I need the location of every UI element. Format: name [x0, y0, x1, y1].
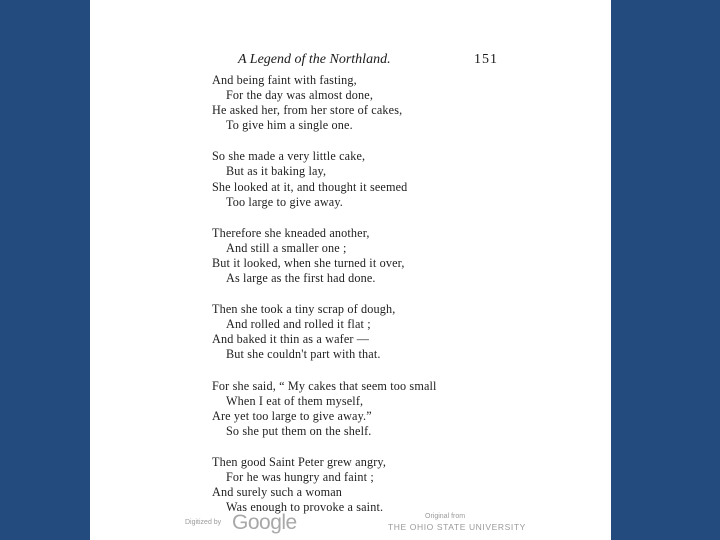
poem-line: Then good Saint Peter grew angry, — [212, 454, 387, 469]
digitization-footer — [90, 510, 611, 540]
stanza — [212, 455, 437, 515]
poem-line: And being faint with fasting, — [212, 73, 357, 87]
page-number: 151 — [474, 52, 498, 67]
poem-line: Too large to give away. — [226, 194, 343, 209]
university-name: THE OHIO STATE UNIVERSITY — [388, 522, 526, 532]
poem-line: For she said, “ My cakes that seem too small — [212, 378, 437, 393]
poem-line: As large as the first had done. — [226, 271, 376, 286]
poem-line: For he was hungry and faint ; — [226, 469, 374, 484]
poem-line: But as it baking lay, — [226, 164, 327, 179]
poem-line: So she put them on the shelf. — [226, 423, 372, 438]
origin-label: Original from — [425, 513, 466, 520]
poem-line: He asked her, from her store of cakes, — [212, 103, 403, 118]
poem-line: Are yet too large to give away.” — [212, 408, 372, 423]
poem-line: And baked it thin as a wafer — — [212, 332, 370, 347]
page-header — [90, 52, 611, 72]
stanza — [212, 149, 437, 209]
book-page — [90, 0, 611, 540]
poem-line: Therefore she kneaded another, — [212, 225, 370, 240]
digitized-by-label: Digitized by — [185, 519, 222, 526]
poem-line: And rolled and rolled it flat ; — [226, 317, 371, 332]
poem-line: And still a smaller one ; — [226, 240, 347, 255]
stanza — [212, 302, 437, 362]
poem-line: But she couldn't part with that. — [226, 347, 381, 362]
poem-line: But it looked, when she turned it over, — [212, 255, 405, 270]
poem-line: So she made a very little cake, — [212, 149, 366, 164]
stanza — [212, 226, 437, 286]
poem-line: When I eat of them myself, — [226, 393, 364, 408]
google-logo: Google — [232, 511, 297, 534]
poem-line: For the day was almost done, — [226, 88, 374, 103]
stanza — [212, 379, 437, 439]
poem-line: To give him a single one. — [226, 118, 353, 133]
running-title: A Legend of the Northland. — [238, 52, 391, 67]
poem-line: Was enough to provoke a saint. — [226, 500, 384, 515]
poem-line: She looked at it, and thought it seemed — [212, 179, 408, 194]
stanza — [212, 73, 437, 133]
poem-line: Then she took a tiny scrap of dough, — [212, 302, 396, 317]
poem-line: And surely such a woman — [212, 485, 343, 500]
poem — [212, 73, 437, 531]
